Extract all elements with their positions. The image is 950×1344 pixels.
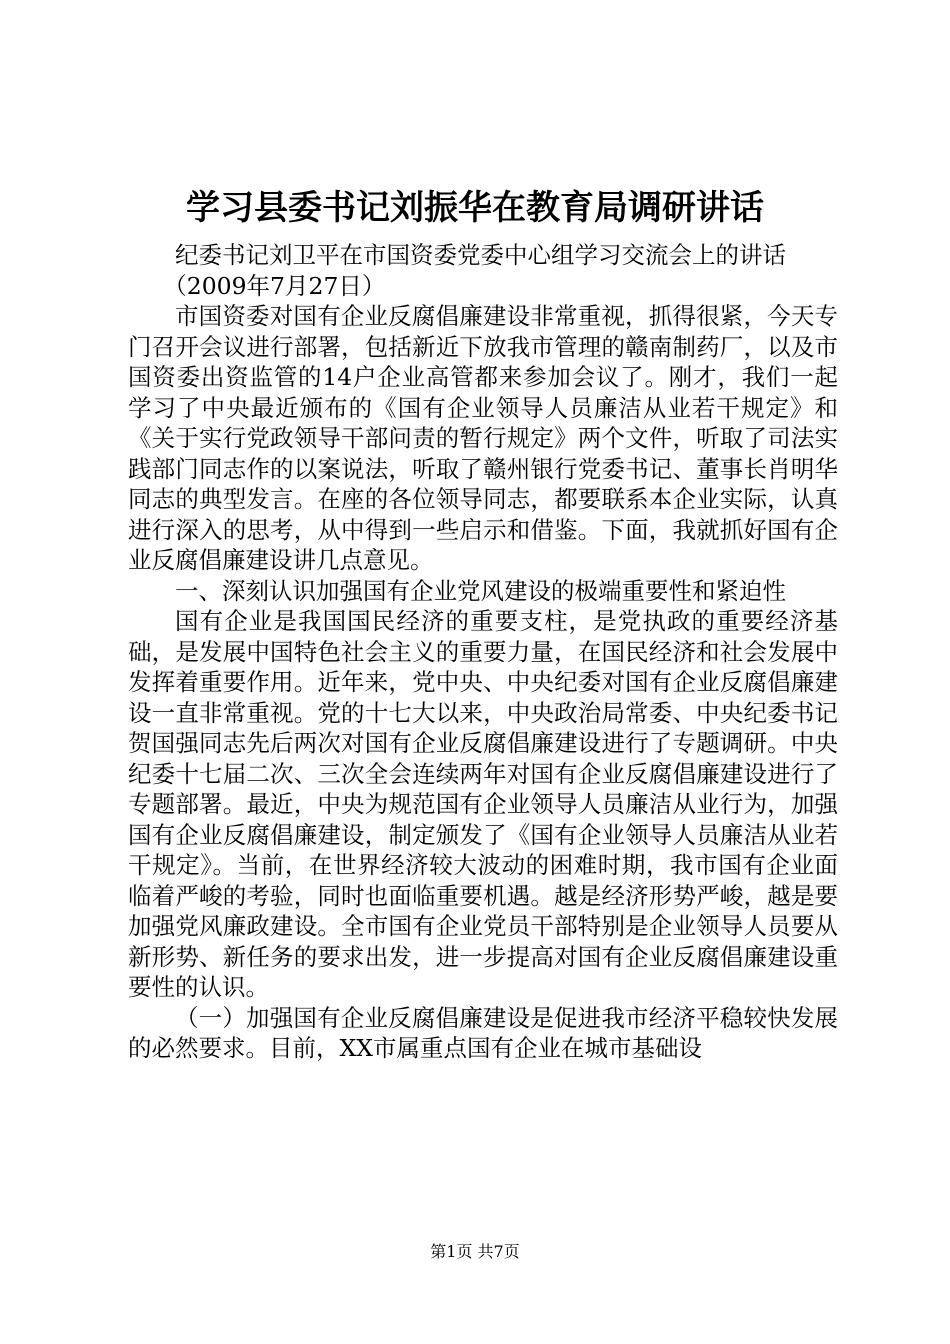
paragraph-speech-heading: 纪委书记刘卫平在市国资委党委中心组学习交流会上的讲话	[175, 241, 786, 269]
paragraph-subsection-one: （一）加强国有企业反腐倡廉建设是促进我市经济平稳较快发展的必然要求。目前，XX市属重点国有企业在城市基础设	[128, 1003, 838, 1062]
page-number-footer: 第1页 共7页	[430, 1242, 520, 1261]
paragraph-date: （2009年7月27日）	[163, 271, 386, 300]
paragraph-state-enterprises: 国有企业是我国国民经济的重要支柱，是党执政的重要经济基础，是发展中国特色社会主义的重要力量，在国民经济和社会发展中发挥着重要作用。近年来，党中央、中央纪委对国有企业反腐倡廉建设一直非常重视。党的十七大以来，中央政治局常委、中央纪委书记贺国强同志先后两次对国有企业反腐倡廉建设进行了专题调研。中央纪委十七届二次、三次全会连续两年对国有企业反腐倡廉建设进行了专题部署。最近，中央为规范国有企业领导人员廉洁从业行为，加强国有企业反腐倡廉建设，制定颁发了《国有企业领导人员廉洁从业若干规定》。当前，在世界经济较大波动的困难时期，我市国有企业面临着严峻的考验，同时也面临重要机遇。越是经济形势严峻，越是要加强党风廉政建设。全市国有企业党员干部特别是企业领导人员要从新形势、新任务的要求出发，进一步提高对国有企业反腐倡廉建设重要性的认识。	[128, 607, 838, 1001]
document-body	[128, 240, 838, 1064]
document-title: 学习县委书记刘振华在教育局调研讲话	[186, 188, 764, 228]
paragraph-introduction: 市国资委对国有企业反腐倡廉建设非常重视，抓得很紧，今天专门召开会议进行部署，包括新近下放我市管理的赣南制药厂，以及市国资委出资监管的14户企业高管都来参加会议了。刚才，我们一起学习了中央最近颁布的《国有企业领导人员廉洁从业若干规定》和《关于实行党政领导干部问责的暂行规定》两个文件，听取了司法实践部门同志作的以案说法，听取了赣州银行党委书记、董事长肖明华同志的典型发言。在座的各位领导同志，都要联系本企业实际，认真进行深入的思考，从中得到一些启示和借鉴。下面，我就抓好国有企业反腐倡廉建设讲几点意见。	[128, 302, 838, 574]
section-heading-one: 一、深刻认识加强国有企业党风建设的极端重要性和紧迫性	[175, 576, 786, 605]
